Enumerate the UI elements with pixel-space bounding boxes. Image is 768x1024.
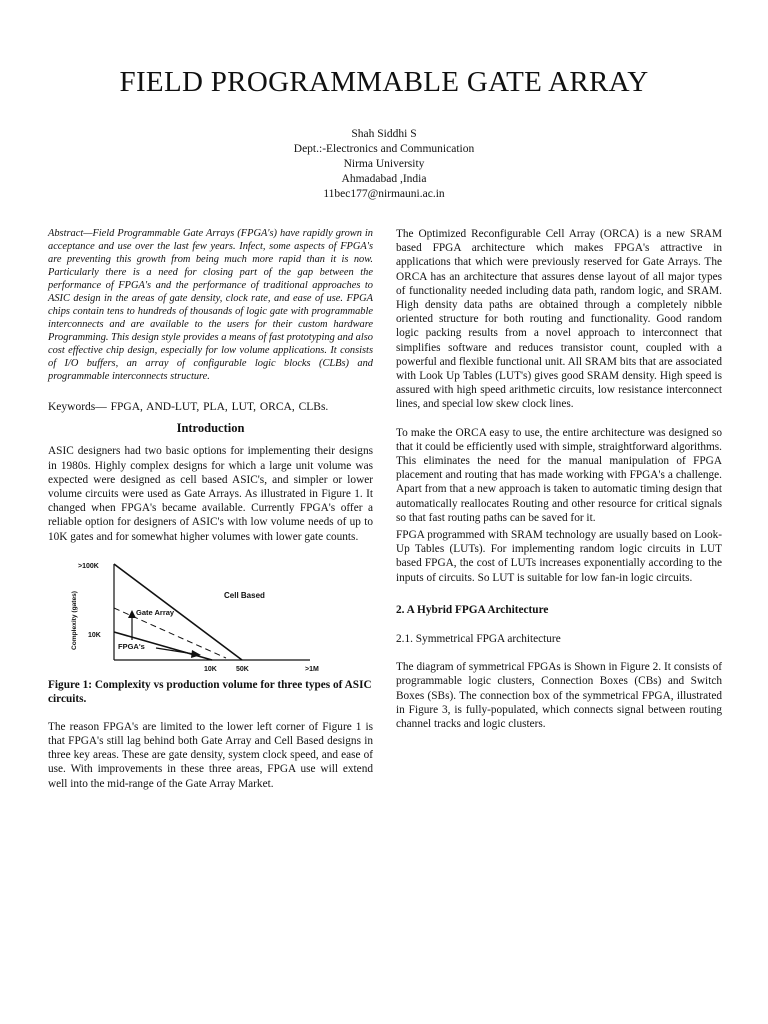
author-location: Ahmadabad ,India: [341, 173, 427, 185]
keywords: Keywords— FPGA, AND-LUT, PLA, LUT, ORCA, CLBs.: [48, 401, 329, 413]
region-fpga: FPGA's: [118, 641, 145, 651]
region-cell-based: Cell Based: [224, 590, 265, 600]
y-tick-10k: 10K: [88, 631, 101, 639]
author-email: 11bec177@nirmauni.ac.in: [323, 188, 445, 200]
orca-paragraph-2: To make the ORCA easy to use, the entire architecture was designed so that it could be efficiently used with simple, straightforward algorithms. This eliminates the need for the manual manipulation of FPGA placement and routing that has made working with FPGA's a challenge. Apart from that a new approach is taken to automatic timing design that automatically reallocates Routing and other resource for critical signals so that fast routing paths can be saved for it.: [396, 426, 722, 524]
right-column: [396, 227, 722, 731]
x-tick-50k: 50K: [236, 665, 249, 673]
author-name: Shah Siddhi S: [351, 128, 417, 140]
figure-1: [48, 558, 373, 676]
section-2-heading: 2. A Hybrid FPGA Architecture: [396, 603, 549, 616]
author-dept: Dept.:-Electronics and Communication: [293, 143, 475, 155]
intro-paragraph-1: ASIC designers had two basic options for implementing their designs in 1980s. Highly complex designs for which a large unit volume was expected were designed as cell based ASIC's, and simpler or lower volume circuits were used as Gate Arrays. As illustrated in Figure 1. It changed when FPGA's became available. Currently FPGA's offer a reliable option for designers of ASIC's with low volume needs of up to 10K gates and for somewhat higher volumes with lower gate counts.: [48, 445, 373, 543]
abstract: Abstract—Field Programmable Gate Arrays (FPGA's) have rapidly grown in acceptance and use over the last few years. Infect, some aspects of FPGA's are preventing this growth from being much more rapid than it is now. Particularly there is a need for closing part of the gap between the performance of FPGA's and the performance of traditional approaches to ASIC design in the areas of gate density, clock rate, and ease of use. FPGA chips contain tens to hundreds of thousands of logic gate with programmable interconnects and are available to the users for their custom hardware Programming. This design style provides a means of fast prototyping and also cost effective chip design, especially for low volume applications. It consists of I/O buffers, an array of configurable logic blocks (CLBs) and programmable interconnects structure.: [48, 228, 373, 382]
paper-title: FIELD PROGRAMMABLE GATE ARRAY: [119, 66, 649, 98]
left-column: [48, 227, 373, 791]
orca-paragraph-1: The Optimized Reconfigurable Cell Array (ORCA) is a new SRAM based FPGA architecture which makes FPGA's attractive in applications that which were previously reserved for Gate Arrays. The ORCA has an architecture that assures dense layout of all major types of functionality needed including data path, random logic, and SRAM. High density data paths are obtained through a completely nibble oriented structure for both routing and functionality. Good random logic packing results from a novel approach to interconnect that simplifies software and reduces transistor count, coupled with a powerful and flexible functional unit. All SRAM bits that are associated with Look Up Tables (LUT's) gives good SRAM density. High speed is assured with high speed arithmetic circuits, low resistance interconnect lines, and special low skew clock lines.: [396, 228, 722, 411]
intro-paragraph-2: The reason FPGA's are limited to the lower left corner of Figure 1 is that FPGA's still lag behind both Gate Array and Cell Based designs in three key areas. These are gate density, system clock speed, and ease of use. With improvements in these three areas, FPGA use will extend well into the mid-range of the Gate Array Market.: [48, 720, 373, 790]
introduction-heading: Introduction: [176, 421, 245, 436]
author-university: Nirma University: [343, 158, 425, 170]
complexity-arrowhead: [128, 610, 136, 618]
symmetrical-fpga-paragraph: The diagram of symmetrical FPGAs is Shown in Figure 2. It consists of programmable logic clusters, Connection Boxes (CBs) and Switch Boxes (SBs). The connection box of the symmetrical FPGA, illustrated in Figure 3, is fully-populated, which connects signal between routing channel tracks and logic clusters.: [396, 661, 722, 731]
lut-paragraph: FPGA programmed with SRAM technology are usually based on Look-Up Tables (LUTs). For implementing random logic circuits in LUT based FPGA, the cost of LUTs increases exponentially according to the inputs of circuits. So LUT is suitable for low fan-in logic circuits.: [396, 529, 722, 584]
author-block: [0, 127, 768, 202]
section-2-1-heading: 2.1. Symmetrical FPGA architecture: [396, 633, 561, 646]
figure-1-diagram: [48, 558, 373, 676]
x-tick-1m: >1M: [305, 665, 319, 673]
region-gate-array: Gate Array: [136, 607, 175, 617]
x-tick-10k: 10K: [204, 665, 217, 673]
y-tick-high: >100K: [78, 562, 99, 570]
figure-1-caption: Figure 1: Complexity vs production volume for three types of ASIC circuits.: [48, 678, 372, 705]
y-axis-label: Complexity (gates): [71, 590, 78, 650]
